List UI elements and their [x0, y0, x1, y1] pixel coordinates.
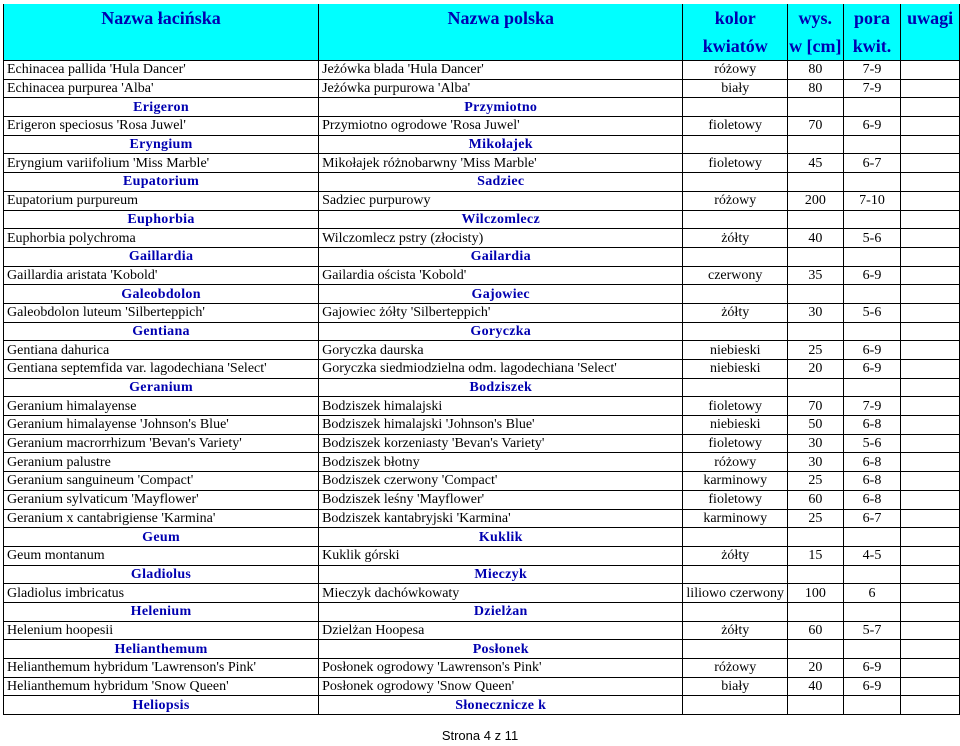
- polish-name-cell: Dzielżan: [319, 602, 683, 621]
- latin-name-cell: Geranium: [4, 378, 319, 397]
- polish-name-cell: Posłonek: [319, 640, 683, 659]
- bloom-cell: 7-9: [843, 79, 901, 98]
- color-cell: niebieski: [683, 416, 788, 435]
- color-cell: żółty: [683, 546, 788, 565]
- notes-cell: [901, 509, 960, 528]
- color-cell: fioletowy: [683, 397, 788, 416]
- color-cell: różowy: [683, 453, 788, 472]
- height-cell: 70: [788, 117, 844, 136]
- header-color-1: kolor: [683, 4, 788, 32]
- notes-cell: [901, 210, 960, 229]
- bloom-cell: [843, 247, 901, 266]
- table-row: [4, 509, 960, 528]
- notes-cell: [901, 640, 960, 659]
- color-cell: różowy: [683, 61, 788, 80]
- header-polish-blank: [319, 32, 683, 61]
- height-cell: 40: [788, 229, 844, 248]
- height-cell: 100: [788, 584, 844, 603]
- table-row: [4, 472, 960, 491]
- color-cell: niebieski: [683, 341, 788, 360]
- notes-cell: [901, 546, 960, 565]
- header-latin-blank: [4, 32, 319, 61]
- genus-row: [4, 322, 960, 341]
- color-cell: [683, 640, 788, 659]
- latin-name-cell: Helenium hoopesii: [4, 621, 319, 640]
- bloom-cell: 7-10: [843, 191, 901, 210]
- color-cell: [683, 602, 788, 621]
- bloom-cell: 7-9: [843, 61, 901, 80]
- polish-name-cell: Sadziec: [319, 173, 683, 192]
- height-cell: 20: [788, 360, 844, 379]
- notes-cell: [901, 677, 960, 696]
- color-cell: [683, 173, 788, 192]
- height-cell: 25: [788, 472, 844, 491]
- table-row: [4, 360, 960, 379]
- latin-name-cell: Geranium himalayense: [4, 397, 319, 416]
- notes-cell: [901, 98, 960, 117]
- notes-cell: [901, 378, 960, 397]
- color-cell: fioletowy: [683, 117, 788, 136]
- polish-name-cell: Gailardia oścista 'Kobold': [319, 266, 683, 285]
- height-cell: 25: [788, 341, 844, 360]
- genus-row: [4, 135, 960, 154]
- latin-name-cell: Eryngium: [4, 135, 319, 154]
- polish-name-cell: Kuklik górski: [319, 546, 683, 565]
- polish-name-cell: Mikołajek: [319, 135, 683, 154]
- notes-cell: [901, 472, 960, 491]
- bloom-cell: 6-9: [843, 677, 901, 696]
- table-row: [4, 341, 960, 360]
- latin-name-cell: Geranium himalayense 'Johnson's Blue': [4, 416, 319, 435]
- bloom-cell: 6-8: [843, 490, 901, 509]
- height-cell: [788, 640, 844, 659]
- bloom-cell: [843, 378, 901, 397]
- bloom-cell: 6-8: [843, 472, 901, 491]
- latin-name-cell: Gaillardia aristata 'Kobold': [4, 266, 319, 285]
- polish-name-cell: Bodziszek himalajski 'Johnson's Blue': [319, 416, 683, 435]
- height-cell: 70: [788, 397, 844, 416]
- height-cell: 50: [788, 416, 844, 435]
- color-cell: biały: [683, 79, 788, 98]
- latin-name-cell: Euphorbia: [4, 210, 319, 229]
- table-row: [4, 154, 960, 173]
- bloom-cell: [843, 565, 901, 584]
- height-cell: 60: [788, 490, 844, 509]
- polish-name-cell: Goryczka: [319, 322, 683, 341]
- polish-name-cell: Gajowiec: [319, 285, 683, 304]
- table-row: [4, 229, 960, 248]
- color-cell: żółty: [683, 303, 788, 322]
- color-cell: karminowy: [683, 472, 788, 491]
- table-row: [4, 416, 960, 435]
- bloom-cell: 4-5: [843, 546, 901, 565]
- height-cell: 80: [788, 61, 844, 80]
- genus-row: [4, 640, 960, 659]
- polish-name-cell: Dzielżan Hoopesa: [319, 621, 683, 640]
- color-cell: czerwony: [683, 266, 788, 285]
- bloom-cell: 6-9: [843, 341, 901, 360]
- height-cell: [788, 98, 844, 117]
- polish-name-cell: Mieczyk: [319, 565, 683, 584]
- height-cell: 35: [788, 266, 844, 285]
- genus-row: [4, 173, 960, 192]
- table-body: [4, 61, 960, 715]
- notes-cell: [901, 285, 960, 304]
- notes-cell: [901, 117, 960, 136]
- bloom-cell: [843, 602, 901, 621]
- notes-cell: [901, 659, 960, 678]
- height-cell: [788, 135, 844, 154]
- latin-name-cell: Gentiana septemfida var. lagodechiana 'Select': [4, 360, 319, 379]
- height-cell: [788, 247, 844, 266]
- bloom-cell: 6: [843, 584, 901, 603]
- latin-name-cell: Eupatorium purpureum: [4, 191, 319, 210]
- polish-name-cell: Bodziszek błotny: [319, 453, 683, 472]
- height-cell: 60: [788, 621, 844, 640]
- color-cell: biały: [683, 677, 788, 696]
- height-cell: [788, 322, 844, 341]
- color-cell: fioletowy: [683, 490, 788, 509]
- height-cell: [788, 210, 844, 229]
- header-notes-blank: [901, 32, 960, 61]
- bloom-cell: [843, 98, 901, 117]
- color-cell: [683, 378, 788, 397]
- bloom-cell: 6-8: [843, 453, 901, 472]
- polish-name-cell: Posłonek ogrodowy 'Lawrenson's Pink': [319, 659, 683, 678]
- latin-name-cell: Gentiana: [4, 322, 319, 341]
- polish-name-cell: Mieczyk dachówkowaty: [319, 584, 683, 603]
- notes-cell: [901, 154, 960, 173]
- latin-name-cell: Geranium sylvaticum 'Mayflower': [4, 490, 319, 509]
- color-cell: różowy: [683, 659, 788, 678]
- polish-name-cell: Posłonek ogrodowy 'Snow Queen': [319, 677, 683, 696]
- polish-name-cell: Przymiotno ogrodowe 'Rosa Juwel': [319, 117, 683, 136]
- color-cell: różowy: [683, 191, 788, 210]
- height-cell: 15: [788, 546, 844, 565]
- bloom-cell: 5-6: [843, 303, 901, 322]
- table-row: [4, 490, 960, 509]
- latin-name-cell: Helenium: [4, 602, 319, 621]
- bloom-cell: 5-7: [843, 621, 901, 640]
- height-cell: [788, 528, 844, 547]
- table-row: [4, 677, 960, 696]
- table-row: [4, 546, 960, 565]
- bloom-cell: [843, 322, 901, 341]
- latin-name-cell: Geranium palustre: [4, 453, 319, 472]
- latin-name-cell: Erigeron: [4, 98, 319, 117]
- latin-name-cell: Euphorbia polychroma: [4, 229, 319, 248]
- latin-name-cell: Echinacea pallida 'Hula Dancer': [4, 61, 319, 80]
- header-latin-name: Nazwa łacińska: [4, 4, 319, 32]
- bloom-cell: 7-9: [843, 397, 901, 416]
- color-cell: [683, 98, 788, 117]
- genus-row: [4, 247, 960, 266]
- color-cell: [683, 322, 788, 341]
- height-cell: [788, 696, 844, 715]
- latin-name-cell: Geranium macrorrhizum 'Bevan's Variety': [4, 434, 319, 453]
- latin-name-cell: Echinacea purpurea 'Alba': [4, 79, 319, 98]
- bloom-cell: [843, 696, 901, 715]
- table-row: [4, 397, 960, 416]
- latin-name-cell: Gentiana dahurica: [4, 341, 319, 360]
- table-row: [4, 79, 960, 98]
- notes-cell: [901, 322, 960, 341]
- header-color-2: kwiatów: [683, 32, 788, 61]
- height-cell: 30: [788, 453, 844, 472]
- height-cell: [788, 378, 844, 397]
- table-row: [4, 584, 960, 603]
- table-row: [4, 117, 960, 136]
- notes-cell: [901, 416, 960, 435]
- genus-row: [4, 378, 960, 397]
- table-row: [4, 191, 960, 210]
- header-bloom-1: pora: [843, 4, 901, 32]
- polish-name-cell: Bodziszek kantabryjski 'Karmina': [319, 509, 683, 528]
- height-cell: [788, 602, 844, 621]
- height-cell: 200: [788, 191, 844, 210]
- notes-cell: [901, 621, 960, 640]
- notes-cell: [901, 453, 960, 472]
- color-cell: [683, 210, 788, 229]
- notes-cell: [901, 341, 960, 360]
- notes-cell: [901, 584, 960, 603]
- bloom-cell: 6-7: [843, 154, 901, 173]
- polish-name-cell: Sadziec purpurowy: [319, 191, 683, 210]
- table-row: [4, 266, 960, 285]
- latin-name-cell: Gladiolus: [4, 565, 319, 584]
- table-row: [4, 61, 960, 80]
- polish-name-cell: Goryczka siedmiodzielna odm. lagodechiana 'Select': [319, 360, 683, 379]
- genus-row: [4, 285, 960, 304]
- notes-cell: [901, 191, 960, 210]
- notes-cell: [901, 490, 960, 509]
- polish-name-cell: Gailardia: [319, 247, 683, 266]
- notes-cell: [901, 602, 960, 621]
- color-cell: żółty: [683, 229, 788, 248]
- header-row-2: [4, 32, 960, 61]
- table-header: [4, 4, 960, 61]
- plant-table: [3, 4, 960, 715]
- color-cell: niebieski: [683, 360, 788, 379]
- header-polish-name: Nazwa polska: [319, 4, 683, 32]
- genus-row: [4, 565, 960, 584]
- latin-name-cell: Gladiolus imbricatus: [4, 584, 319, 603]
- polish-name-cell: Bodziszek czerwony 'Compact': [319, 472, 683, 491]
- latin-name-cell: Helianthemum hybridum 'Lawrenson's Pink': [4, 659, 319, 678]
- height-cell: 30: [788, 303, 844, 322]
- height-cell: 30: [788, 434, 844, 453]
- latin-name-cell: Helianthemum hybridum 'Snow Queen': [4, 677, 319, 696]
- latin-name-cell: Galeobdolon luteum 'Silberteppich': [4, 303, 319, 322]
- latin-name-cell: Geranium sanguineum 'Compact': [4, 472, 319, 491]
- header-height-2: w [cm]: [788, 32, 844, 61]
- polish-name-cell: Bodziszek korzeniasty 'Bevan's Variety': [319, 434, 683, 453]
- height-cell: 25: [788, 509, 844, 528]
- table-row: [4, 303, 960, 322]
- color-cell: liliowo czerwony: [683, 584, 788, 603]
- bloom-cell: [843, 173, 901, 192]
- bloom-cell: [843, 640, 901, 659]
- latin-name-cell: Geum montanum: [4, 546, 319, 565]
- color-cell: żółty: [683, 621, 788, 640]
- height-cell: 20: [788, 659, 844, 678]
- notes-cell: [901, 696, 960, 715]
- polish-name-cell: Goryczka daurska: [319, 341, 683, 360]
- latin-name-cell: Helianthemum: [4, 640, 319, 659]
- latin-name-cell: Gaillardia: [4, 247, 319, 266]
- genus-row: [4, 210, 960, 229]
- notes-cell: [901, 229, 960, 248]
- notes-cell: [901, 173, 960, 192]
- color-cell: [683, 528, 788, 547]
- color-cell: fioletowy: [683, 434, 788, 453]
- plant-table-sheet: [3, 4, 960, 715]
- polish-name-cell: Jeżówka purpurowa 'Alba': [319, 79, 683, 98]
- bloom-cell: [843, 135, 901, 154]
- latin-name-cell: Eupatorium: [4, 173, 319, 192]
- bloom-cell: 6-9: [843, 360, 901, 379]
- bloom-cell: 6-9: [843, 117, 901, 136]
- header-height-1: wys.: [788, 4, 844, 32]
- polish-name-cell: Wilczomlecz: [319, 210, 683, 229]
- page-footer: Strona 4 z 11: [441, 728, 519, 743]
- notes-cell: [901, 360, 960, 379]
- notes-cell: [901, 79, 960, 98]
- table-row: [4, 621, 960, 640]
- genus-row: [4, 528, 960, 547]
- table-row: [4, 434, 960, 453]
- bloom-cell: [843, 528, 901, 547]
- bloom-cell: 6-9: [843, 266, 901, 285]
- notes-cell: [901, 61, 960, 80]
- polish-name-cell: Gajowiec żółty 'Silberteppich': [319, 303, 683, 322]
- header-notes: uwagi: [901, 4, 960, 32]
- polish-name-cell: Bodziszek: [319, 378, 683, 397]
- polish-name-cell: Mikołajek różnobarwny 'Miss Marble': [319, 154, 683, 173]
- height-cell: 40: [788, 677, 844, 696]
- polish-name-cell: Słonecznicze k: [319, 696, 683, 715]
- color-cell: [683, 247, 788, 266]
- bloom-cell: 6-9: [843, 659, 901, 678]
- genus-row: [4, 696, 960, 715]
- bloom-cell: [843, 285, 901, 304]
- bloom-cell: 5-6: [843, 434, 901, 453]
- genus-row: [4, 602, 960, 621]
- header-bloom-2: kwit.: [843, 32, 901, 61]
- notes-cell: [901, 528, 960, 547]
- latin-name-cell: Heliopsis: [4, 696, 319, 715]
- polish-name-cell: Jeżówka blada 'Hula Dancer': [319, 61, 683, 80]
- notes-cell: [901, 397, 960, 416]
- genus-row: [4, 98, 960, 117]
- color-cell: [683, 696, 788, 715]
- latin-name-cell: Eryngium variifolium 'Miss Marble': [4, 154, 319, 173]
- height-cell: 45: [788, 154, 844, 173]
- color-cell: karminowy: [683, 509, 788, 528]
- polish-name-cell: Przymiotno: [319, 98, 683, 117]
- table-row: [4, 453, 960, 472]
- height-cell: [788, 173, 844, 192]
- bloom-cell: 6-7: [843, 509, 901, 528]
- color-cell: [683, 285, 788, 304]
- notes-cell: [901, 247, 960, 266]
- polish-name-cell: Kuklik: [319, 528, 683, 547]
- polish-name-cell: Wilczomlecz pstry (złocisty): [319, 229, 683, 248]
- notes-cell: [901, 135, 960, 154]
- bloom-cell: [843, 210, 901, 229]
- notes-cell: [901, 266, 960, 285]
- notes-cell: [901, 303, 960, 322]
- header-row-1: [4, 4, 960, 32]
- height-cell: [788, 565, 844, 584]
- bloom-cell: 5-6: [843, 229, 901, 248]
- notes-cell: [901, 434, 960, 453]
- latin-name-cell: Geum: [4, 528, 319, 547]
- height-cell: 80: [788, 79, 844, 98]
- color-cell: [683, 135, 788, 154]
- color-cell: [683, 565, 788, 584]
- polish-name-cell: Bodziszek leśny 'Mayflower': [319, 490, 683, 509]
- latin-name-cell: Erigeron speciosus 'Rosa Juwel': [4, 117, 319, 136]
- bloom-cell: 6-8: [843, 416, 901, 435]
- polish-name-cell: Bodziszek himalajski: [319, 397, 683, 416]
- height-cell: [788, 285, 844, 304]
- latin-name-cell: Geranium x cantabrigiense 'Karmina': [4, 509, 319, 528]
- latin-name-cell: Galeobdolon: [4, 285, 319, 304]
- color-cell: fioletowy: [683, 154, 788, 173]
- notes-cell: [901, 565, 960, 584]
- table-row: [4, 659, 960, 678]
